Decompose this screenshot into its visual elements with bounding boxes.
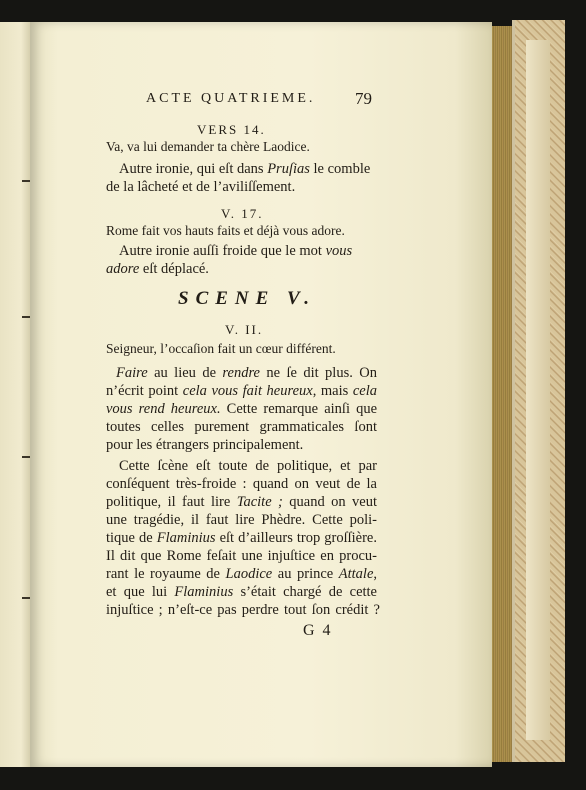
- commentary-line: conſéquent très-froide : quand on veut de la: [106, 476, 377, 492]
- commentary-line: politique, il faut lire Tacite ; quand on veut: [106, 494, 377, 510]
- commentary-line: Faire au lieu de rendre ne ſe dit plus. On: [116, 365, 377, 381]
- binding-thread-mark: [22, 597, 30, 599]
- commentary-line: et que lui Flaminius s’était chargé de cette: [106, 584, 377, 600]
- commentary-line: injuſtice ; n’eſt-ce pas perdre tout ſon crédit ?: [106, 602, 380, 618]
- commentary-line: rant le royaume de Laodice au prince Attale,: [106, 566, 378, 582]
- commentary-line: une tragédie, il faut lire Phèdre. Cette poli-: [106, 512, 377, 528]
- scene-title: SCENE V.: [178, 288, 317, 309]
- commentary-line: pour les étrangers principalement.: [106, 437, 304, 453]
- commentary-line: Autre ironie auſſi froide que le mot vous: [119, 243, 353, 259]
- quoted-verse: Seigneur, l’occaſion fait un cœur différent.: [106, 341, 336, 356]
- verse-reference: V. 17.: [221, 206, 264, 221]
- quoted-verse: Rome fait vos hauts faits et déjà vous adore.: [106, 223, 345, 238]
- commentary-line: Cette ſcène eſt toute de politique, et par: [119, 458, 377, 474]
- quoted-verse: Va, va lui demander ta chère Laodice.: [106, 139, 310, 154]
- commentary-line: vous rend heureux. Cette remarque ainſi que: [106, 401, 377, 417]
- left-page-edge: [0, 22, 31, 767]
- verse-reference: VERS 14.: [197, 122, 266, 137]
- running-head: ACTE QUATRIEME.: [146, 91, 316, 106]
- commentary-line: adore eſt déplacé.: [106, 261, 209, 277]
- commentary-line: n’écrit point cela vous fait heureux, mais cela: [106, 383, 377, 399]
- page-number: 79: [355, 89, 372, 108]
- binding-thread-mark: [22, 316, 30, 318]
- commentary-line: Autre ironie, qui eſt dans Pruſias le comble: [119, 161, 371, 177]
- signature-mark: G 4: [303, 622, 333, 639]
- commentary-line: tique de Flaminius eſt d’ailleurs trop groſſière.: [106, 530, 377, 546]
- commentary-line: de la lâcheté et de l’aviliſſement.: [106, 179, 296, 195]
- verse-reference: V. II.: [225, 322, 264, 337]
- commentary-line: toutes celles purement grammaticales ſont: [106, 419, 377, 435]
- endpaper-edge: [526, 40, 550, 740]
- gilt-fore-edge: [492, 26, 512, 762]
- commentary-line: Il dit que Rome feſait une injuſtice en procu-: [106, 548, 377, 564]
- binding-thread-mark: [22, 180, 30, 182]
- binding-thread-mark: [22, 456, 30, 458]
